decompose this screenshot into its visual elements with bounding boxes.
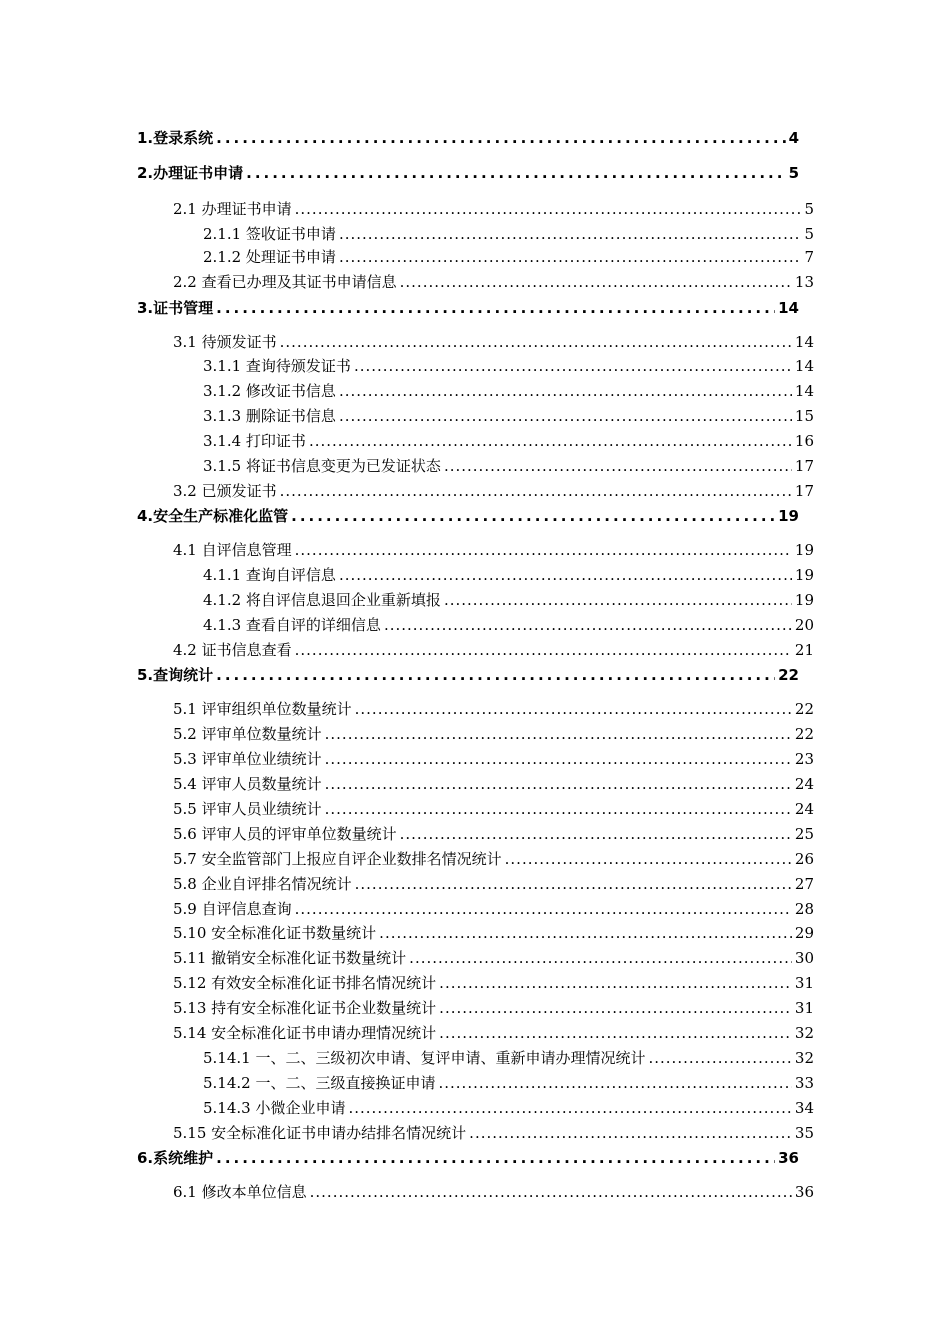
toc-leader — [280, 333, 792, 351]
toc-entry-title: 5.4 评审人员数量统计 — [173, 775, 322, 793]
toc-entry-page: 27 — [794, 875, 814, 893]
toc-entry-page: 17 — [794, 457, 814, 475]
toc-entry-page: 36 — [794, 1183, 814, 1201]
toc-entry[interactable] — [173, 997, 814, 1018]
toc-leader — [216, 1149, 775, 1167]
toc-entry-title: 2.1.2 处理证书申请 — [203, 248, 336, 266]
toc-entry-title: 3.2 已颁发证书 — [173, 482, 277, 500]
toc-leader — [438, 1074, 791, 1092]
toc-leader — [291, 507, 775, 525]
toc-entry-title: 5.3 评审单位业绩统计 — [173, 750, 322, 768]
toc-leader — [444, 591, 792, 609]
toc-leader — [354, 357, 792, 375]
toc-entry-page: 19 — [794, 591, 814, 609]
toc-entry[interactable] — [137, 1147, 799, 1168]
toc-entry-title: 6.1 修改本单位信息 — [173, 1183, 307, 1201]
toc-leader — [216, 666, 775, 684]
toc-entry[interactable] — [173, 947, 814, 968]
toc-entry-page: 28 — [794, 900, 814, 918]
toc-leader — [444, 457, 792, 475]
toc-entry-page: 5 — [804, 225, 814, 243]
toc-entry-title: 5.6 评审人员的评审单位数量统计 — [173, 825, 397, 843]
toc-leader — [379, 924, 792, 942]
toc-entry[interactable] — [137, 127, 799, 148]
toc-entry[interactable] — [173, 539, 814, 560]
toc-entry-page: 16 — [794, 432, 814, 450]
toc-entry-page: 30 — [794, 949, 814, 967]
toc-entry-page: 32 — [794, 1024, 814, 1042]
toc-entry[interactable] — [173, 1181, 814, 1202]
toc-leader — [280, 482, 792, 500]
toc-entry-title: 2.办理证书申请 — [137, 164, 244, 182]
toc-leader — [505, 850, 792, 868]
toc-entry-title: 3.1.4 打印证书 — [203, 432, 306, 450]
toc-entry[interactable] — [173, 271, 814, 292]
toc-entry-page: 20 — [794, 616, 814, 634]
toc-entry-title: 4.1 自评信息管理 — [173, 541, 292, 559]
toc-leader — [295, 641, 792, 659]
toc-entry-page: 24 — [794, 800, 814, 818]
toc-entry-title: 3.1.3 删除证书信息 — [203, 407, 336, 425]
toc-entry-page: 23 — [794, 750, 814, 768]
toc-entry[interactable] — [137, 505, 799, 526]
toc-entry-page: 15 — [794, 407, 814, 425]
toc-entry[interactable] — [173, 972, 814, 993]
toc-leader — [325, 775, 792, 793]
toc-entry-title: 4.1.1 查询自评信息 — [203, 566, 336, 584]
toc-leader — [339, 566, 792, 584]
toc-entry-title: 2.2 查看已办理及其证书申请信息 — [173, 273, 397, 291]
toc-entry-title: 5.5 评审人员业绩统计 — [173, 800, 322, 818]
toc-entry[interactable] — [203, 455, 814, 476]
toc-entry-page: 21 — [794, 641, 814, 659]
toc-entry-page: 32 — [794, 1049, 814, 1067]
toc-leader — [295, 200, 802, 218]
toc-entry[interactable] — [203, 1072, 814, 1093]
toc-entry-page: 24 — [794, 775, 814, 793]
toc-entry-title: 4.2 证书信息查看 — [173, 641, 292, 659]
toc-entry-page: 13 — [794, 273, 814, 291]
toc-entry[interactable] — [173, 773, 814, 794]
toc-entry-title: 3.1 待颁发证书 — [173, 333, 277, 351]
toc-entry[interactable] — [203, 564, 814, 585]
toc-leader — [384, 616, 792, 634]
toc-entry-page: 5 — [788, 164, 799, 182]
toc-leader — [295, 900, 792, 918]
toc-entry[interactable] — [173, 1122, 814, 1143]
toc-leader — [355, 700, 792, 718]
toc-entry-title: 3.1.2 修改证书信息 — [203, 382, 336, 400]
toc-entry-page: 26 — [794, 850, 814, 868]
toc-entry-title: 3.1.1 查询待颁发证书 — [203, 357, 351, 375]
toc-entry-page: 33 — [794, 1074, 814, 1092]
toc-leader — [469, 1124, 792, 1142]
toc-entry-page: 36 — [778, 1149, 799, 1167]
toc-entry-title: 5.13 持有安全标准化证书企业数量统计 — [173, 999, 437, 1017]
toc-entry[interactable] — [203, 246, 814, 267]
toc-entry-title: 4.1.2 将自评信息退回企业重新填报 — [203, 591, 441, 609]
toc-entry[interactable] — [203, 1047, 814, 1068]
toc-leader — [439, 1024, 792, 1042]
toc-entry-title: 5.7 安全监管部门上报应自评企业数排名情况统计 — [173, 850, 502, 868]
toc-entry-title: 5.查询统计 — [137, 666, 214, 684]
toc-entry[interactable] — [173, 331, 814, 352]
toc-leader — [325, 750, 792, 768]
toc-entry[interactable] — [203, 223, 814, 244]
toc-entry-page: 19 — [778, 507, 799, 525]
toc-entry[interactable] — [203, 589, 814, 610]
toc-entry[interactable] — [203, 1097, 814, 1118]
toc-entry-title: 6.系统维护 — [137, 1149, 214, 1167]
toc-entry-title: 5.2 评审单位数量统计 — [173, 725, 322, 743]
toc-entry[interactable] — [173, 798, 814, 819]
toc-entry-page: 22 — [794, 725, 814, 743]
toc-leader — [325, 725, 792, 743]
toc-leader — [339, 248, 802, 266]
toc-leader — [325, 800, 792, 818]
toc-entry-page: 35 — [794, 1124, 814, 1142]
toc-entry[interactable] — [173, 848, 814, 869]
toc-entry[interactable] — [173, 1022, 814, 1043]
toc-entry-title: 2.1.1 签收证书申请 — [203, 225, 336, 243]
toc-entry[interactable] — [173, 898, 814, 919]
toc-entry-page: 29 — [794, 924, 814, 942]
toc-entry[interactable] — [173, 198, 814, 219]
toc-entry-page: 31 — [794, 999, 814, 1017]
toc-entry-page: 25 — [794, 825, 814, 843]
toc-entry[interactable] — [203, 355, 814, 376]
toc-entry[interactable] — [173, 723, 814, 744]
toc-entry-title: 5.14 安全标准化证书申请办理情况统计 — [173, 1024, 437, 1042]
toc-entry-title: 5.14.2 一、二、三级直接换证申请 — [203, 1074, 436, 1092]
toc-entry-title: 5.11 撤销安全标准化证书数量统计 — [173, 949, 407, 967]
toc-entry[interactable] — [173, 873, 814, 894]
toc-entry[interactable] — [173, 922, 814, 943]
toc-entry-title: 3.证书管理 — [137, 299, 214, 317]
toc-leader — [295, 541, 792, 559]
toc-entry-page: 19 — [794, 541, 814, 559]
toc-entry-page: 22 — [794, 700, 814, 718]
toc-entry[interactable] — [203, 380, 814, 401]
toc-entry-page: 5 — [804, 200, 814, 218]
toc-entry-page: 4 — [788, 129, 799, 147]
toc-entry-page: 7 — [804, 248, 814, 266]
toc-entry[interactable] — [173, 823, 814, 844]
toc-entry[interactable] — [137, 297, 799, 318]
toc-entry-title: 4.1.3 查看自评的详细信息 — [203, 616, 381, 634]
toc-leader — [648, 1049, 791, 1067]
toc-leader — [400, 825, 792, 843]
toc-entry[interactable] — [173, 480, 814, 501]
toc-entry-page: 14 — [794, 333, 814, 351]
toc-entry-title: 5.14.1 一、二、三级初次申请、复评申请、重新申请办理情况统计 — [203, 1049, 646, 1067]
toc-leader — [400, 273, 792, 291]
toc-leader — [439, 999, 792, 1017]
toc-entry-page: 34 — [794, 1099, 814, 1117]
toc-entry-title: 5.1 评审组织单位数量统计 — [173, 700, 352, 718]
toc-leader — [339, 382, 792, 400]
toc-leader — [439, 974, 792, 992]
toc-entry-title: 1.登录系统 — [137, 129, 214, 147]
toc-entry[interactable] — [203, 405, 814, 426]
toc-leader — [348, 1099, 791, 1117]
toc-leader — [310, 1183, 792, 1201]
toc-entry-title: 5.12 有效安全标准化证书排名情况统计 — [173, 974, 437, 992]
toc-leader — [339, 225, 802, 243]
toc-entry-page: 31 — [794, 974, 814, 992]
toc-entry-page: 22 — [778, 666, 799, 684]
toc-entry-title: 5.8 企业自评排名情况统计 — [173, 875, 352, 893]
toc-entry-title: 5.9 自评信息查询 — [173, 900, 292, 918]
toc-entry-title: 4.安全生产标准化监管 — [137, 507, 289, 525]
toc-leader — [355, 875, 792, 893]
toc-leader — [409, 949, 792, 967]
toc-entry-title: 5.10 安全标准化证书数量统计 — [173, 924, 377, 942]
toc-entry-title: 2.1 办理证书申请 — [173, 200, 292, 218]
toc-leader — [216, 299, 775, 317]
toc-entry-page: 14 — [794, 382, 814, 400]
toc-entry[interactable] — [203, 614, 814, 635]
toc-entry-title: 3.1.5 将证书信息变更为已发证状态 — [203, 457, 441, 475]
toc-leader — [246, 164, 785, 182]
toc-entry[interactable] — [173, 698, 814, 719]
toc-leader — [339, 407, 792, 425]
toc-entry[interactable] — [173, 639, 814, 660]
toc-entry[interactable] — [173, 748, 814, 769]
toc-entry-page: 14 — [794, 357, 814, 375]
toc-entry-page: 14 — [778, 299, 799, 317]
toc-entry[interactable] — [137, 664, 799, 685]
toc-entry-page: 17 — [794, 482, 814, 500]
toc-entry[interactable] — [137, 162, 799, 183]
toc-leader — [309, 432, 792, 450]
toc-entry[interactable] — [203, 430, 814, 451]
toc-entry-page: 19 — [794, 566, 814, 584]
toc-leader — [216, 129, 785, 147]
toc-entry-title: 5.14.3 小微企业申请 — [203, 1099, 346, 1117]
toc-entry-title: 5.15 安全标准化证书申请办结排名情况统计 — [173, 1124, 467, 1142]
